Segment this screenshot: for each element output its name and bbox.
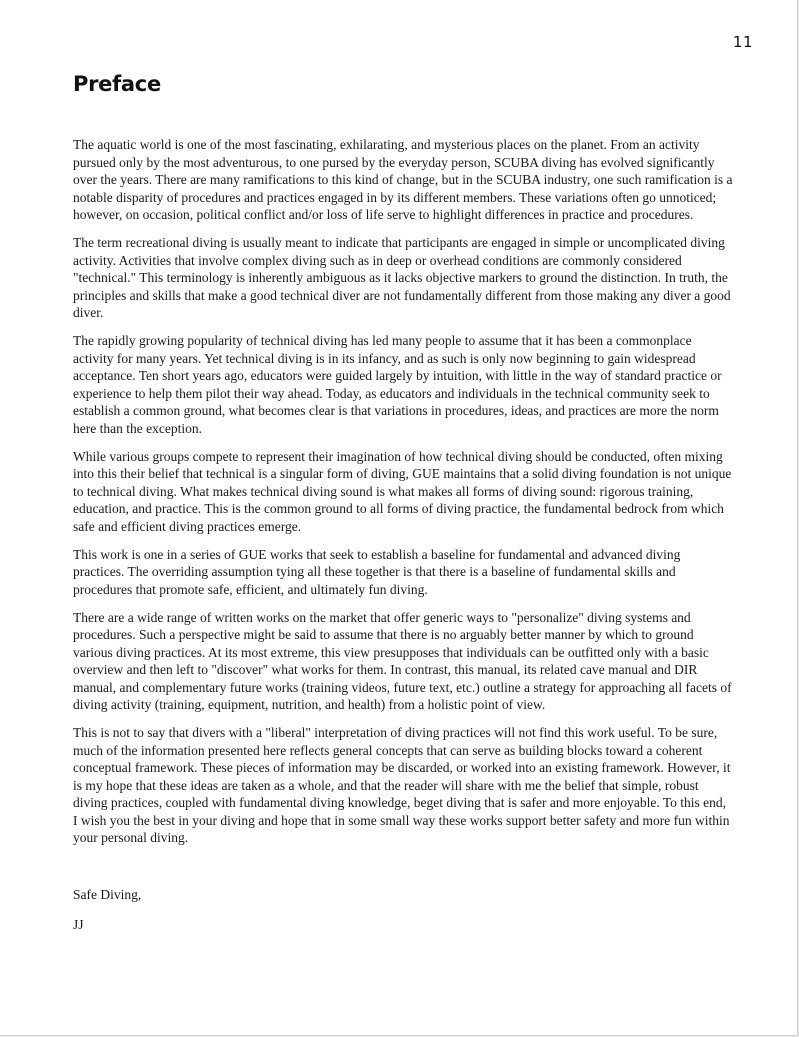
signoff-initials: JJ [73, 917, 84, 932]
paragraph: The rapidly growing popularity of technical diving has led many people to assume that it has been a commonplace activity for many years. Yet technical diving is in its infancy, and as such is only now beginning to gain widespread acceptance. Ten short years ago, educators were guided largely by intuition, with little in the way of standard practice or experience to help them pilot their way ahead. Today, as educators and individuals in the technical community seek to establish a common ground, what becomes clear is that variations in procedures, ideas, and practices are more the norm here than the exception. [73, 333, 722, 436]
signoff-closing: Safe Diving, [73, 887, 142, 902]
paragraph: This work is one in a series of GUE works that seek to establish a baseline for fundamental and advanced diving practices. The overriding assumption tying all these together is that there is a baseline of fundamental skills and procedures that promote safe, efficient, and ultimately fun diving. [73, 546, 681, 597]
paragraph: While various groups compete to represent their imagination of how technical diving should be conducted, often mixing into this their belief that technical is a singular form of diving, GUE maintains that a solid diving foundation is not unique to technical diving. What makes technical diving sound is what makes all forms of diving sound: rigorous training, education, and practice. This is the common ground to all forms of diving practice, the fundamental bedrock from which safe and efficient diving practices emerge. [73, 448, 732, 534]
preface-body [73, 136, 733, 857]
page-title: Preface [73, 72, 161, 96]
signoff [73, 886, 141, 934]
paragraph: The aquatic world is one of the most fascinating, exhilarating, and mysterious places on the planet. From an activity pursued only by the most adventurous, to one pursed by the everyday person, SCUBA diving has evolved significantly over the years. There are many ramifications to this kind of change, but in the SCUBA industry, one such ramification is a notable disparity of procedures and practices engaged in by its different members. These variations often go unnoticed; however, on occasion, political conflict and/or loss of life serve to highlight differences in practice and procedures. [73, 137, 733, 222]
page-number: 11 [732, 33, 753, 51]
paragraph: There are a wide range of written works on the market that offer generic ways to "personalize" diving systems and procedures. Such a perspective might be said to assume that there is no arguably better manner by which to ground various diving practices. At its most extreme, this view presupposes that individuals can be outfitted only with a basic overview and then left to "discover" what works for them. In contrast, this manual, its related cave manual and DIR manual, and complementary future works (training videos, future text, etc.) outline a strategy for approaching all facets of diving activity (training, equipment, nutrition, and health) from a holistic point of view. [73, 609, 732, 712]
paragraph: This is not to say that divers with a "liberal" interpretation of diving practices will not find this work useful. To be sure, much of the information presented here reflects general concepts that can serve as building blocks toward a coherent conceptual framework. These pieces of information may be discarded, or worked into an existing framework. However, it is my hope that these ideas are taken as a whole, and that the reader will share with me the belief that simple, robust diving practices, coupled with fundamental diving knowledge, beget diving that is safer and more enjoyable. To this end, I wish you the best in your diving and hope that in some small way these works support better safety and more fun within your personal diving. [73, 725, 731, 845]
paragraph: The term recreational diving is usually meant to indicate that participants are engaged in simple or uncomplicated diving activity. Activities that involve complex diving such as in deep or overhead conditions are commonly considered "technical." This terminology is inherently ambiguous as it lacks objective markers to ground the distinction. In truth, the principles and skills that make a good technical diver are not fundamentally different from those making any diver a good diver. [73, 235, 731, 320]
